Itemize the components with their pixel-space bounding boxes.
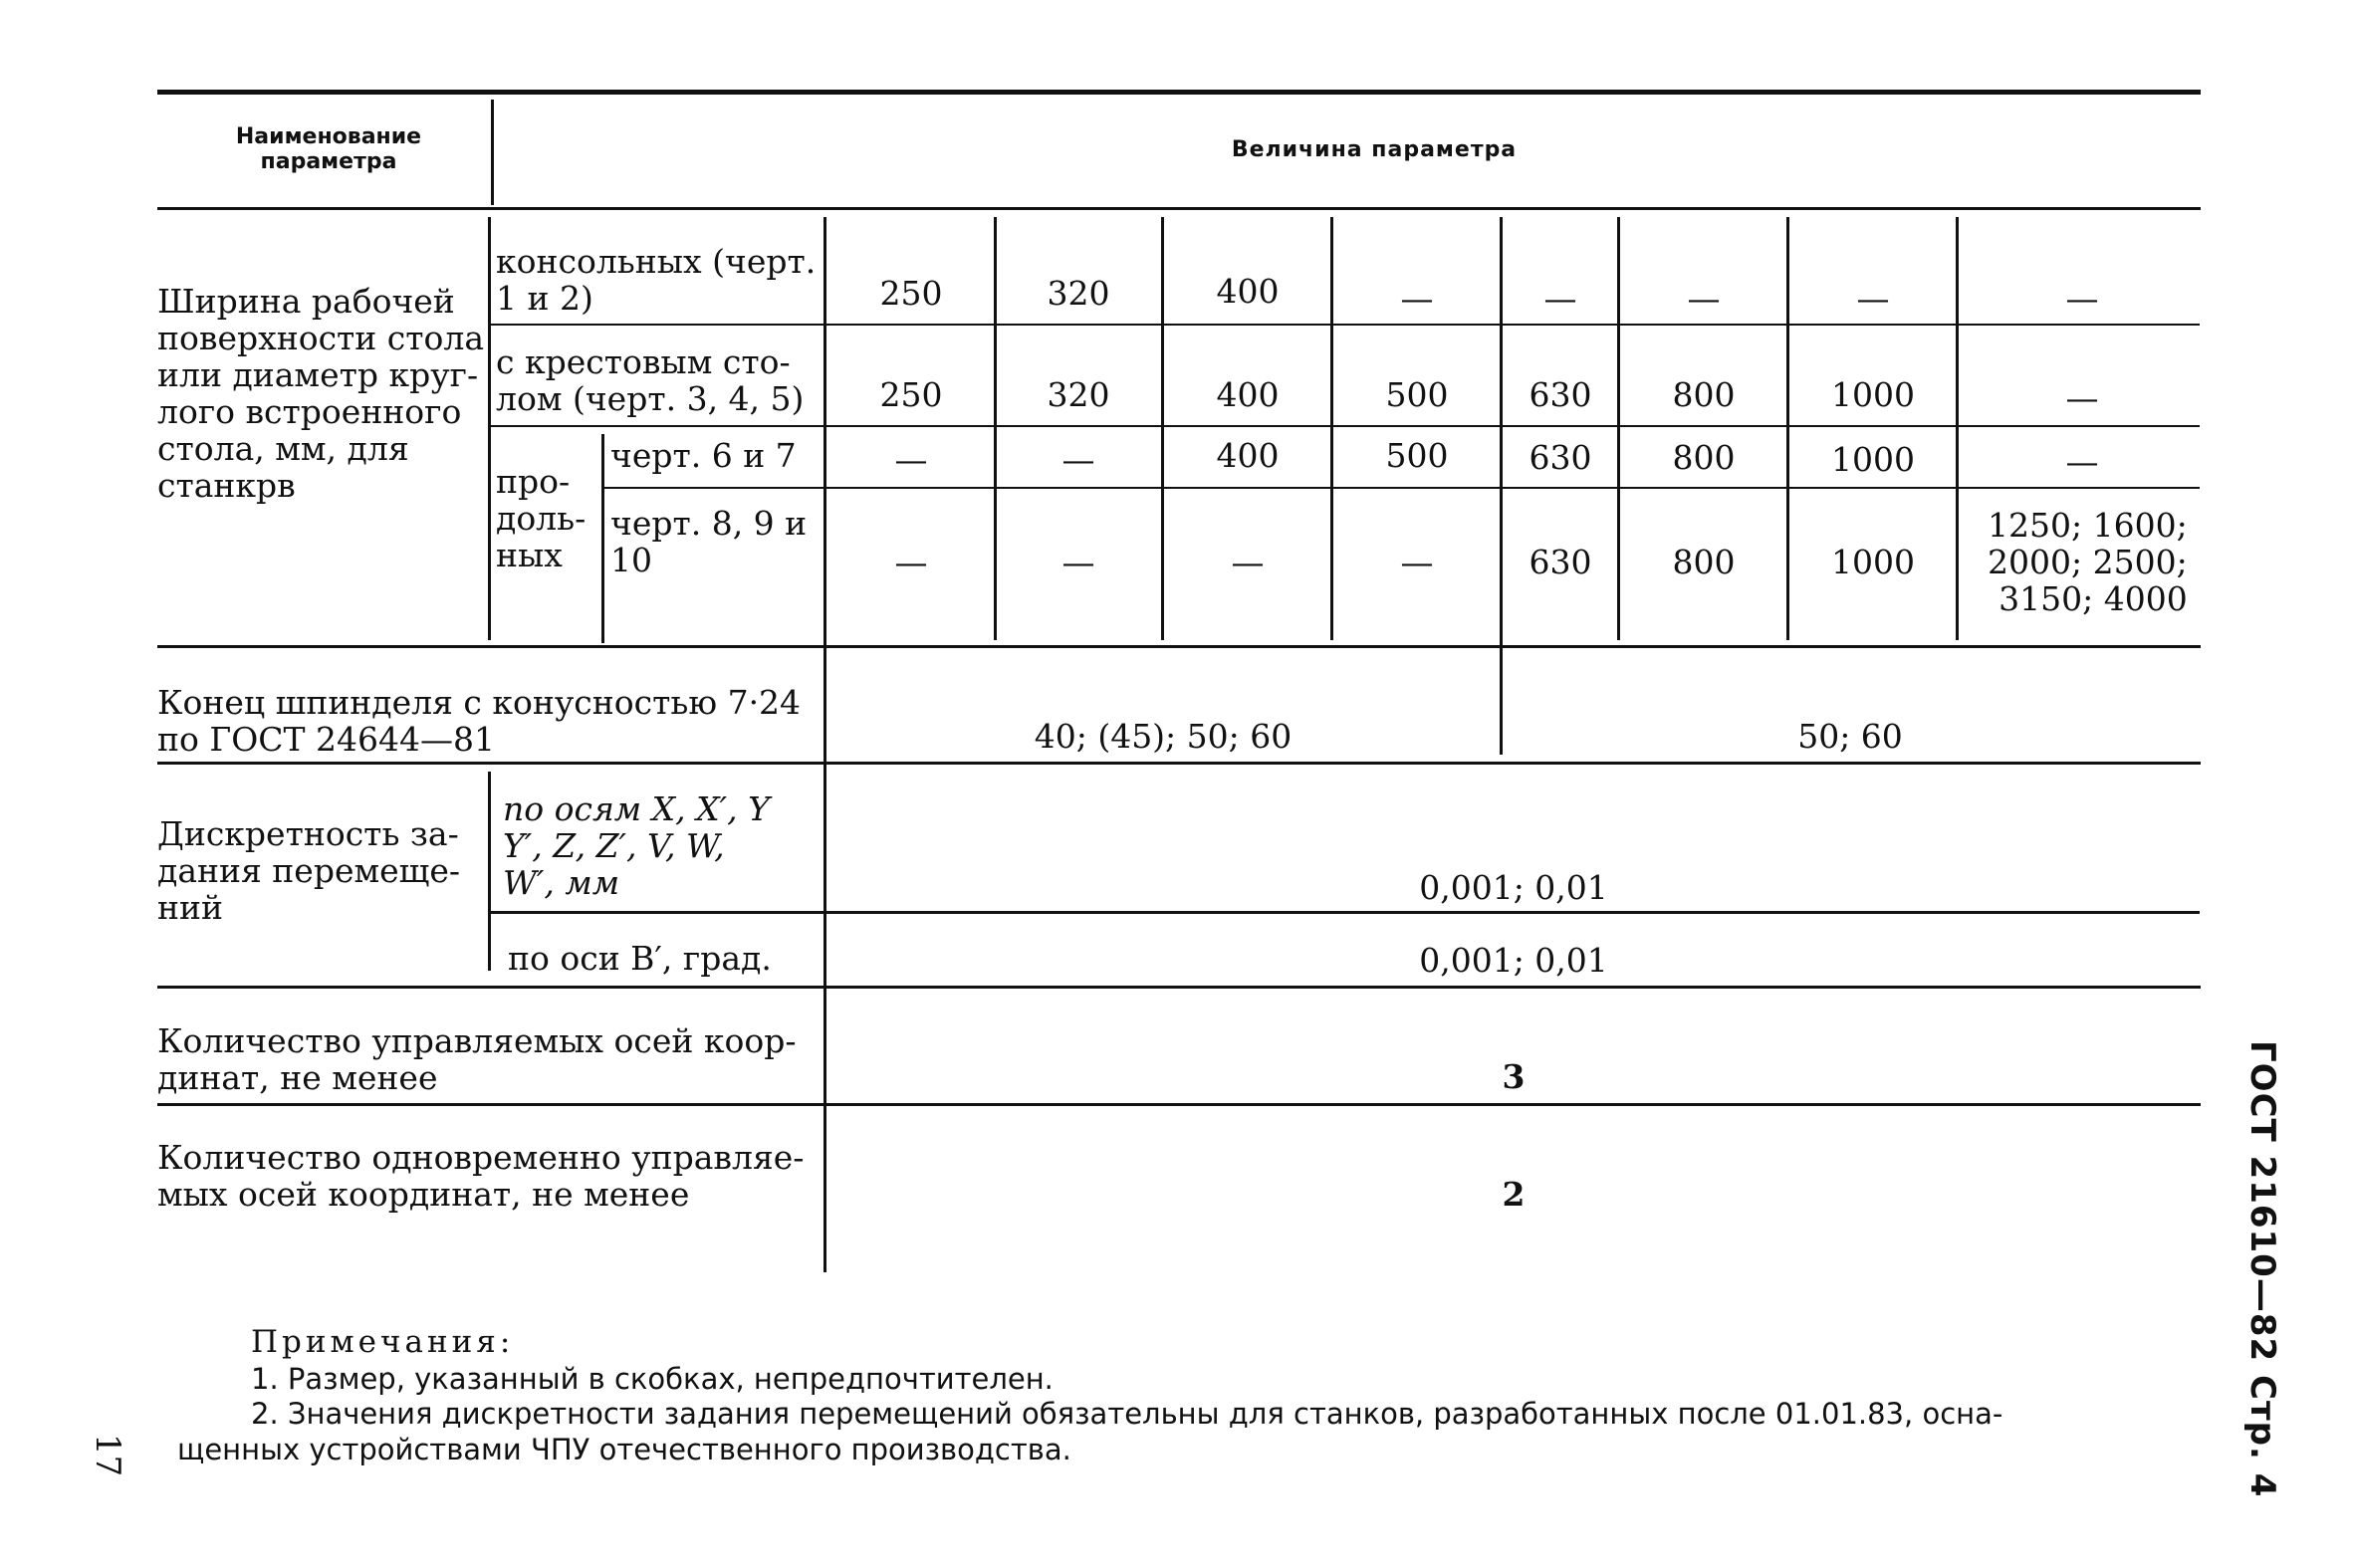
table-cell: 630 [1529, 542, 1592, 581]
simultaneous-axes-label-line: Количество одновременно управляе- [157, 1138, 805, 1177]
sub-label-line: консольных (черт. [496, 242, 817, 281]
discreteness-label [157, 816, 460, 927]
table-cell: — [1687, 278, 1721, 318]
discreteness-axes-value: 0,001; 0,01 [1419, 867, 1608, 907]
table-cell: 320 [1047, 374, 1110, 414]
discreteness-b-label: по оси B′, град. [508, 939, 772, 978]
col-sep-5 [1617, 217, 1620, 640]
table-cell: 320 [1047, 273, 1110, 313]
header-value: Величина параметра [1231, 137, 1518, 162]
table-cell: — [2065, 441, 2099, 481]
spindle-label-line: Конец шпинделя с конусностью 7·24 [157, 683, 802, 722]
sub-label-drawing-6-7 [610, 438, 797, 475]
note-item: 2. Значения дискретности задания перемещений обязательны для станков, разработанных после 01.01.83, осна- [251, 1397, 2003, 1432]
table-cell: 250 [879, 374, 943, 414]
sub-label-line: черт. 6 и 7 [610, 436, 797, 475]
header-name: Наименование параметра [235, 124, 422, 175]
table-cell-multivalue [1988, 508, 2188, 618]
spindle-label-line: по ГОСТ 24644—81 [157, 719, 495, 759]
discreteness-divider [488, 772, 491, 971]
longitudinal-label-line: доль- [496, 498, 587, 538]
table-cell: 630 [1529, 374, 1592, 414]
sub-label-line: 10 [610, 540, 652, 579]
sub-label-line: черт. 8, 9 и [610, 504, 808, 543]
discreteness-axes-label [503, 791, 770, 902]
table-cell: — [2065, 278, 2099, 318]
note-item: щенных устройствами ЧПУ отечественного производства. [177, 1432, 1071, 1466]
discreteness-label-line: ний [157, 887, 223, 927]
longitudinal-label-line: про- [496, 462, 571, 501]
width-block-bottom-rule [157, 645, 2201, 648]
table-cell: 1000 [1831, 374, 1915, 414]
col-sep-1 [994, 217, 997, 640]
col-sep-7 [1956, 217, 1959, 640]
table-cell: 500 [1385, 374, 1449, 414]
width-label [157, 284, 486, 505]
sub-row-rule-3 [604, 487, 2200, 489]
axes-label-line: W′, мм [503, 862, 620, 902]
table-cell: 800 [1672, 542, 1736, 581]
spindle-bottom-rule [157, 762, 2201, 765]
notes-title: Примечания: [251, 1324, 515, 1360]
longitudinal-divider [601, 434, 604, 643]
table-cell: — [1061, 439, 1095, 479]
sub-label-line: лом (черт. 3, 4, 5) [496, 378, 805, 418]
note-item: 1. Размер, указанный в скобках, непредпочтителен. [251, 1361, 1054, 1396]
width-label-line: поверхности стола [157, 318, 485, 357]
width-label-line: Ширина рабочей [157, 282, 455, 321]
simultaneous-axes-value: 2 [1502, 1174, 1526, 1214]
discreteness-b-value: 0,001; 0,01 [1419, 940, 1608, 980]
controlled-axes-value: 3 [1502, 1056, 1526, 1096]
col-sep-2 [1161, 217, 1164, 640]
table-cell: — [1231, 542, 1265, 581]
side-title: ГОСТ 21610—82 Стр. 4 [2242, 1040, 2282, 1498]
width-label-line: станкрв [157, 465, 296, 505]
table-cell: — [2065, 377, 2099, 417]
spindle-left-value: 40; (45); 50; 60 [1034, 716, 1293, 756]
table-cell: 1000 [1831, 439, 1915, 479]
controlled-axes-label-line: динат, не менее [157, 1057, 438, 1097]
sub-label-line: с крестовым сто- [496, 342, 791, 381]
simultaneous-axes-label-line: мых осей координат, не менее [157, 1174, 690, 1214]
multivalue-line: 2000; 2500; [1988, 542, 2188, 581]
sub-label-cross-table [496, 344, 804, 418]
controlled-axes-label-line: Количество управляемых осей коор- [157, 1021, 797, 1060]
notes [159, 1324, 2191, 1467]
sub-row-rule-1 [491, 324, 2200, 326]
header-divider [491, 100, 494, 205]
sub-row-rule-2 [491, 425, 2200, 427]
longitudinal-label [496, 464, 586, 574]
sub-label-console [496, 244, 816, 318]
spindle-label [157, 685, 801, 759]
spindle-right-value: 50; 60 [1797, 716, 1903, 756]
table-cell: 400 [1216, 271, 1280, 311]
multivalue-line: 3150; 4000 [1999, 578, 2188, 618]
sub-label-line: 1 и 2) [496, 278, 593, 318]
discreteness-bottom-rule [157, 986, 2201, 989]
longitudinal-label-line: ных [496, 535, 563, 574]
table-cell: 800 [1672, 437, 1736, 477]
discreteness-label-line: Дискретность за- [157, 814, 459, 853]
label-column-divider [488, 217, 491, 640]
discreteness-mid-rule [491, 911, 2200, 914]
table-cell: — [894, 542, 928, 581]
table-cell: 400 [1216, 374, 1280, 414]
table-cell: 800 [1672, 374, 1736, 414]
table-cell: 630 [1529, 437, 1592, 477]
width-label-line: лого встроенного [157, 391, 462, 431]
table-cell: — [1061, 542, 1095, 581]
table-top-rule [157, 90, 2201, 95]
table-cell: — [1400, 278, 1434, 318]
table-cell: 1000 [1831, 542, 1915, 581]
table-cell: — [1400, 542, 1434, 581]
col-sep-4 [1500, 217, 1503, 755]
table-cell: 250 [879, 273, 943, 313]
width-label-line: стола, мм, для [157, 428, 409, 468]
col-sep-3 [1330, 217, 1333, 640]
col-sep-6 [1786, 217, 1789, 640]
sub-label-drawing-8-10 [610, 506, 807, 579]
axes-label-line: Y′, Z, Z′, V, W, [503, 825, 725, 865]
width-label-line: или диаметр круг- [157, 354, 479, 394]
table-cell: — [1543, 278, 1577, 318]
table-cell: — [894, 439, 928, 479]
table-cell: 500 [1385, 435, 1449, 475]
controlled-axes-label [157, 1023, 797, 1097]
page-number: 17 [88, 1434, 127, 1477]
table-cell: — [1856, 278, 1890, 318]
header-bottom-rule [157, 207, 2201, 210]
table-cell: 400 [1216, 435, 1280, 475]
discreteness-label-line: дания перемеще- [157, 850, 461, 890]
simultaneous-axes-label [157, 1140, 804, 1214]
multivalue-line: 1250; 1600; [1988, 506, 2188, 545]
axes-label-line: по осям X, X′, Y [503, 789, 770, 828]
controlled-axes-bottom-rule [157, 1103, 2201, 1106]
